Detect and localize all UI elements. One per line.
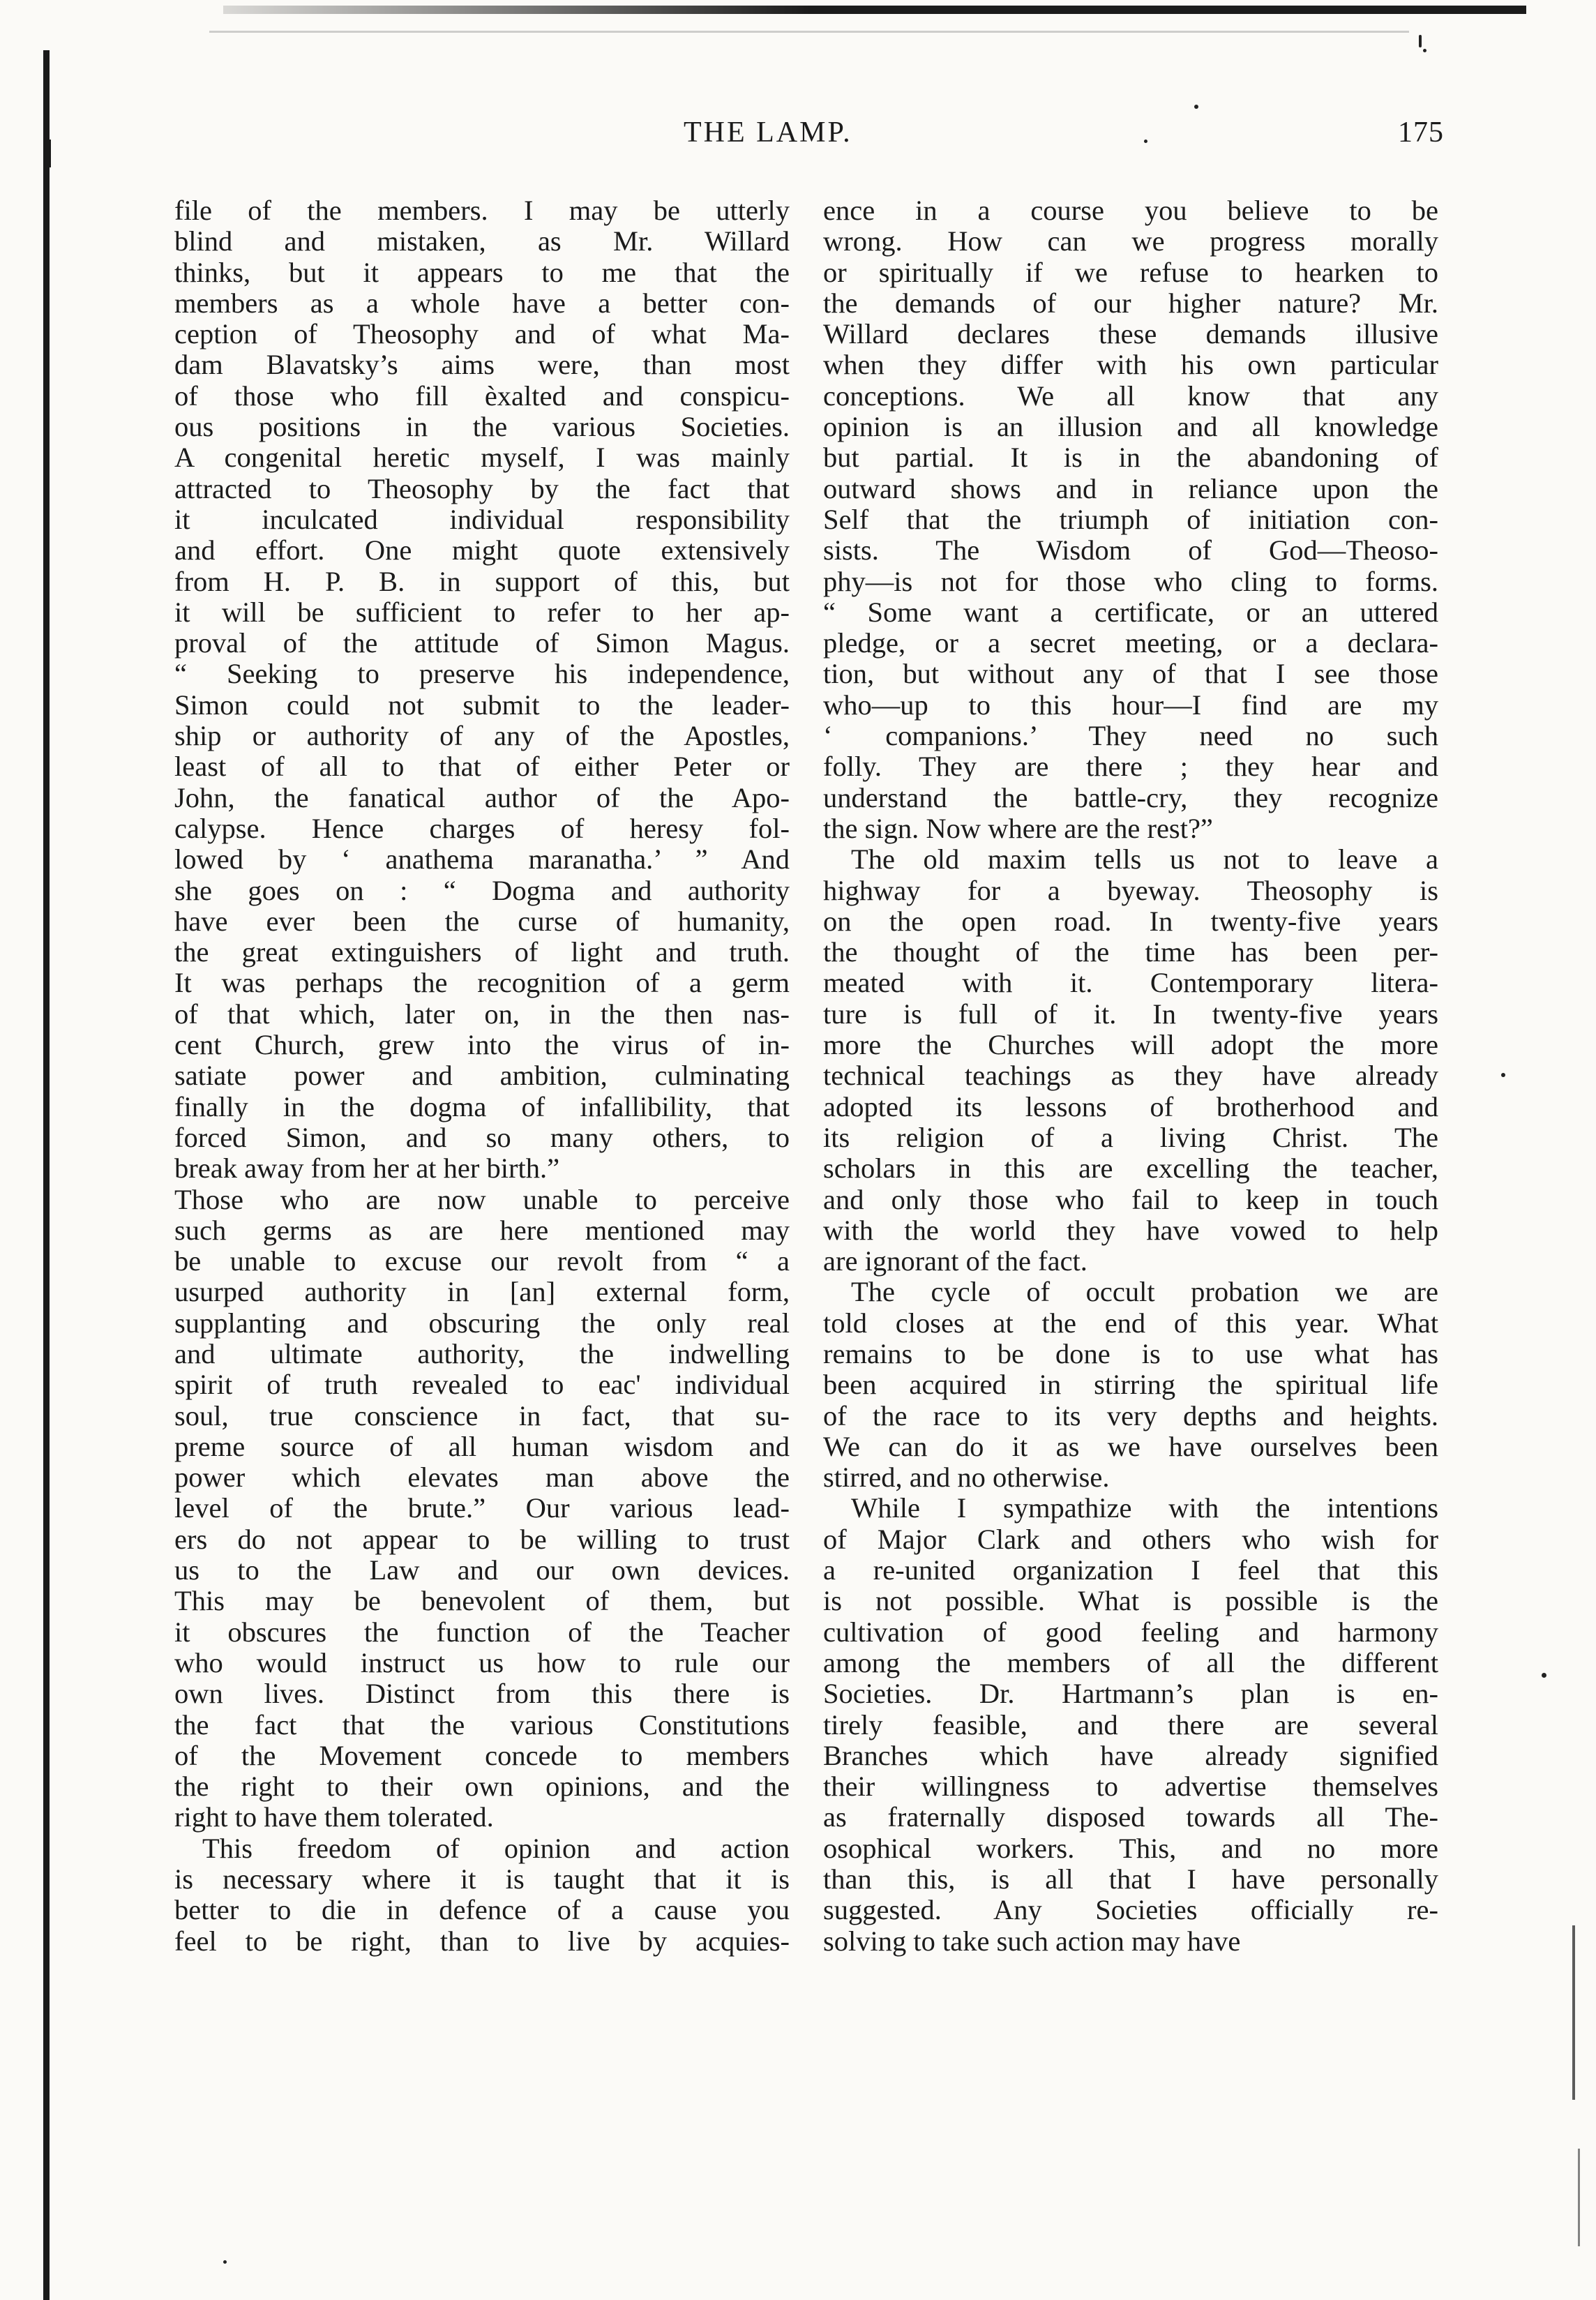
text-line: ception of Theosophy and of what Ma- (174, 318, 790, 350)
text-line: wrong. How can we progress morally (823, 225, 1438, 257)
text-line: Societies. Dr. Hartmann’s plan is en- (823, 1678, 1438, 1710)
text-line: cent Church, grew into the virus of in- (174, 1029, 790, 1061)
text-line: opinion is an illusion and all knowledge (823, 411, 1438, 443)
text-line: the sign. Now where are the rest?” (823, 812, 1213, 844)
text-line: break away from her at her birth.” (174, 1152, 560, 1185)
text-line: file of the members. I may be utterly (174, 195, 790, 226)
text-line: osophical workers. This, and no more (823, 1832, 1438, 1864)
text-line: We can do it as we have ourselves been (823, 1430, 1438, 1462)
text-line: outward shows and in reliance upon the (823, 472, 1438, 504)
text-line: and effort. One might quote extensively (174, 534, 790, 566)
text-line: members as a whole have a better con- (174, 287, 790, 319)
text-line: pledge, or a secret meeting, or a declara- (823, 627, 1438, 659)
binding-edge-bar (43, 50, 50, 2300)
text-line: Willard declares these demands illusive (823, 318, 1438, 350)
right-edge-scan-mark-lower (1578, 2149, 1580, 2246)
text-line: highway for a byeway. Theosophy is (823, 874, 1438, 906)
text-line: forced Simon, and so many others, to (174, 1121, 790, 1153)
text-line: been acquired in stirring the spiritual life (823, 1369, 1438, 1401)
text-line: tirely feasible, and there are several (823, 1708, 1438, 1741)
text-line: least of all to that of either Peter or (174, 751, 790, 783)
running-head (167, 109, 1444, 151)
text-line: solving to take such action may have (823, 1925, 1241, 1957)
text-line: its religion of a living Christ. The (823, 1121, 1438, 1153)
text-line: power which elevates man above the (174, 1461, 790, 1494)
text-line: “ Seeking to preserve his independence, (174, 658, 790, 690)
text-line: than this, is all that I have personally (823, 1863, 1438, 1895)
text-line: when they differ with his own particular (823, 349, 1438, 381)
text-line: be unable to excuse our revolt from “ a (174, 1245, 790, 1277)
text-line: it inculcated individual responsibility (174, 503, 790, 535)
text-line: remains to be done is to use what has (823, 1337, 1438, 1369)
text-line: on the open road. In twenty-five years (823, 905, 1438, 937)
text-line: proval of the attitude of Simon Magus. (174, 627, 790, 659)
text-line: adopted its lessons of brotherhood and (823, 1090, 1438, 1122)
text-line: phy—is not for those who cling to forms. (823, 565, 1438, 597)
page-number: 175 (1398, 116, 1444, 149)
text-line: such germs as are here mentioned may (174, 1214, 790, 1246)
text-line: While I sympathize with the intentions (851, 1492, 1438, 1524)
text-line: it obscures the function of the Teacher (174, 1616, 790, 1648)
text-line: their willingness to advertise themselves (823, 1771, 1438, 1803)
right-edge-scan-mark (1572, 1925, 1575, 2100)
text-line: spirit of truth revealed to eac' individual (174, 1369, 790, 1401)
text-line: A congenital heretic myself, I was mainly (174, 442, 790, 474)
text-line: It was perhaps the recognition of a germ (174, 967, 790, 999)
left-column (174, 195, 790, 1957)
text-line: John, the fanatical author of the Apo- (174, 781, 790, 813)
text-line: of the Movement concede to members (174, 1739, 790, 1771)
text-line: attracted to Theosophy by the fact that (174, 472, 790, 504)
top-border-rule (223, 6, 1526, 14)
text-line: meated with it. Contemporary litera- (823, 967, 1438, 999)
text-line: from H. P. B. in support of this, but (174, 565, 790, 597)
text-line: of the race to its very depths and heights. (823, 1399, 1438, 1431)
text-line: a re-united organization I feel that this (823, 1554, 1438, 1586)
text-line: with the world they have vowed to help (823, 1214, 1438, 1246)
text-line: of Major Clark and others who wish for (823, 1523, 1438, 1555)
text-line: of those who fill èxalted and conspicu- (174, 379, 790, 412)
text-line: lowed by ‘ anathema maranatha.’ ” And (174, 843, 790, 875)
text-line: the right to their own opinions, and the (174, 1771, 790, 1803)
text-line: is necessary where it is taught that it is (174, 1863, 790, 1895)
text-line: dam Blavatsky’s aims were, than most (174, 349, 790, 381)
text-line: tion, but without any of that I see those (823, 658, 1438, 690)
text-line: stirred, and no otherwise. (823, 1461, 1110, 1494)
text-line: are ignorant of the fact. (823, 1245, 1087, 1277)
text-line: cultivation of good feeling and harmony (823, 1616, 1438, 1648)
text-line: The old maxim tells us not to leave a (851, 843, 1438, 875)
text-line: blind and mistaken, as Mr. Willard (174, 225, 790, 257)
text-line: the demands of our higher nature? Mr. (823, 287, 1438, 319)
right-column (823, 195, 1438, 1957)
text-line: of that which, later on, in the then nas- (174, 998, 790, 1030)
text-line: thinks, but it appears to me that the (174, 256, 790, 288)
text-line: the fact that the various Constitutions (174, 1708, 790, 1741)
binding-edge-notch (46, 140, 51, 167)
text-line: This may be benevolent of them, but (174, 1585, 790, 1617)
text-line: technical teachings as they have already (823, 1060, 1438, 1092)
text-line: understand the battle-cry, they recognize (823, 781, 1438, 813)
text-line: own lives. Distinct from this there is (174, 1678, 790, 1710)
text-line: feel to be right, than to live by acquies- (174, 1925, 790, 1957)
text-line: is not possible. What is possible is the (823, 1585, 1438, 1617)
text-line: better to die in defence of a cause you (174, 1894, 790, 1926)
text-line: as fraternally disposed towards all The- (823, 1801, 1438, 1833)
text-line: “ Some want a certificate, or an uttered (823, 596, 1438, 628)
text-line: The cycle of occult probation we are (851, 1276, 1438, 1308)
text-line: sists. The Wisdom of God—Theoso- (823, 534, 1438, 566)
text-line: Branches which have already signified (823, 1739, 1438, 1771)
text-line: it will be sufficient to refer to her ap- (174, 596, 790, 628)
journal-title: THE LAMP. (684, 116, 852, 149)
text-line: ous positions in the various Societies. (174, 411, 790, 443)
text-line: Those who are now unable to perceive (174, 1183, 790, 1215)
text-line: finally in the dogma of infallibility, that (174, 1090, 790, 1122)
text-line: usurped authority in [an] external form, (174, 1276, 790, 1308)
text-line: the great extinguishers of light and truth. (174, 936, 790, 968)
text-line: satiate power and ambition, culminating (174, 1060, 790, 1092)
text-line: us to the Law and our own devices. (174, 1554, 790, 1586)
text-line: Self that the triumph of initiation con- (823, 503, 1438, 535)
text-line: have ever been the curse of humanity, (174, 905, 790, 937)
text-line: right to have them tolerated. (174, 1801, 494, 1833)
text-line: calypse. Hence charges of heresy fol- (174, 812, 790, 844)
text-line: but partial. It is in the abandoning of (823, 442, 1438, 474)
text-line: level of the brute.” Our various lead- (174, 1492, 790, 1524)
text-line: ture is full of it. In twenty-five years (823, 998, 1438, 1030)
text-line: told closes at the end of this year. What (823, 1307, 1438, 1339)
text-line: supplanting and obscuring the only real (174, 1307, 790, 1339)
text-line: and ultimate authority, the indwelling (174, 1337, 790, 1369)
text-line: ‘ companions.’ They need no such (823, 720, 1438, 752)
text-line: ship or authority of any of the Apostles, (174, 720, 790, 752)
text-line: folly. They are there ; they hear and (823, 751, 1438, 783)
text-line: ence in a course you believe to be (823, 195, 1438, 226)
text-line: preme source of all human wisdom and (174, 1430, 790, 1462)
faint-scan-rule (209, 31, 1409, 33)
text-line: ers do not appear to be willing to trust (174, 1523, 790, 1555)
text-line: scholars in this are excelling the teacher, (823, 1152, 1438, 1185)
text-line: who—up to this hour—I find are my (823, 689, 1438, 721)
text-line: soul, true conscience in fact, that su- (174, 1399, 790, 1431)
text-line: Simon could not submit to the leader- (174, 689, 790, 721)
text-line: the thought of the time has been per- (823, 936, 1438, 968)
text-line: or spiritually if we refuse to hearken to (823, 256, 1438, 288)
text-line: This freedom of opinion and action (202, 1832, 790, 1864)
text-line: who would instruct us how to rule our (174, 1646, 790, 1678)
text-line: conceptions. We all know that any (823, 379, 1438, 412)
text-line: more the Churches will adopt the more (823, 1029, 1438, 1061)
text-line: suggested. Any Societies officially re- (823, 1894, 1438, 1926)
text-line: she goes on : “ Dogma and authority (174, 874, 790, 906)
text-line: and only those who fail to keep in touch (823, 1183, 1438, 1215)
text-line: among the members of all the different (823, 1646, 1438, 1678)
